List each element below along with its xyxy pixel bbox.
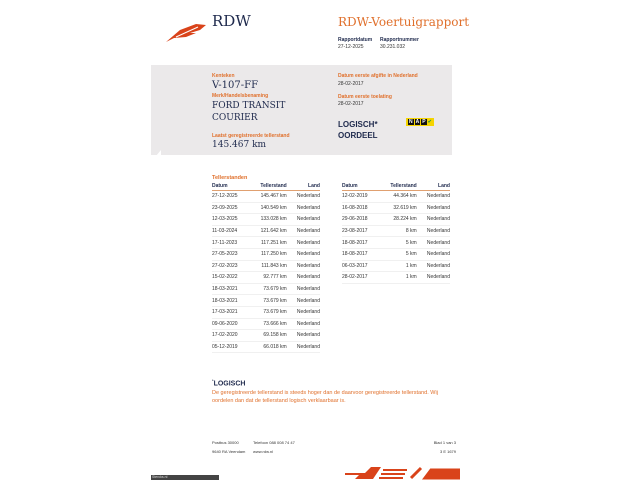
report-date-label: Rapportdatum bbox=[338, 37, 373, 43]
footer-code: 3 E 1679 bbox=[439, 449, 456, 454]
col-odo: Tellerstand bbox=[249, 182, 287, 191]
row-country: Nederland bbox=[417, 214, 450, 226]
table-row bbox=[212, 283, 320, 295]
row-country: Nederland bbox=[417, 191, 450, 203]
note-asterisk: * bbox=[212, 378, 214, 383]
rdw-logo-icon bbox=[166, 22, 208, 49]
row-odo: 66.018 km bbox=[249, 341, 287, 353]
row-odo: 69.158 km bbox=[249, 330, 287, 342]
row-date: 05-12-2019 bbox=[212, 341, 249, 353]
report-date: 27-12-2025 bbox=[338, 44, 364, 50]
table-row bbox=[212, 318, 320, 330]
row-date: 09-06-2020 bbox=[212, 318, 249, 330]
odometer-title: Tellerstanden bbox=[212, 175, 248, 181]
nap-letter: P bbox=[422, 119, 426, 125]
row-odo: 121.642 km bbox=[249, 225, 287, 237]
note-text: De geregistreerde tellerstand is steeds hoger dan de daarvoor geregistreerde tellerstand. Wij oordelen dan dat de tellerstand logisch verklaarbaar is. bbox=[212, 390, 438, 404]
row-country: Nederland bbox=[287, 272, 320, 284]
row-country: Nederland bbox=[417, 225, 450, 237]
table-row bbox=[342, 248, 450, 260]
report-number: 30.231.032 bbox=[380, 44, 406, 50]
row-odo: 145.467 km bbox=[249, 191, 287, 203]
row-odo: 8 km bbox=[379, 225, 417, 237]
row-date: 18-08-2017 bbox=[342, 237, 379, 249]
row-odo: 5 km bbox=[379, 248, 417, 260]
row-country: Nederland bbox=[417, 248, 450, 260]
table-row bbox=[212, 202, 320, 214]
row-date: 06-03-2017 bbox=[342, 260, 379, 272]
row-date: 16-08-2018 bbox=[342, 202, 379, 214]
table-row bbox=[212, 272, 320, 284]
row-date: 23-09-2025 bbox=[212, 202, 249, 214]
table-row bbox=[342, 191, 450, 203]
row-odo: 92.777 km bbox=[249, 272, 287, 284]
table-row bbox=[212, 295, 320, 307]
bottom-bar: Stercks.nl bbox=[151, 475, 219, 480]
table-row bbox=[212, 225, 320, 237]
plate: V-107-FF bbox=[212, 80, 259, 91]
col-country: Land bbox=[287, 182, 320, 191]
row-country: Nederland bbox=[417, 260, 450, 272]
make-line2: COURIER bbox=[212, 113, 258, 123]
footer-web[interactable]: www.rdw.nl bbox=[253, 449, 274, 454]
row-date: 27-12-2025 bbox=[212, 191, 249, 203]
row-odo: 1 km bbox=[379, 260, 417, 272]
row-date: 18-03-2021 bbox=[212, 283, 249, 295]
last-odo-label: Laatst geregistreerde tellerstand bbox=[212, 133, 290, 139]
report-title: RDW-Voertuigrapport bbox=[338, 15, 470, 29]
table-row bbox=[212, 306, 320, 318]
report-number-label: Rapportnummer bbox=[380, 37, 419, 43]
row-country: Nederland bbox=[417, 202, 450, 214]
row-date: 27-02-2023 bbox=[212, 260, 249, 272]
row-odo: 73.679 km bbox=[249, 295, 287, 307]
row-date: 23-08-2017 bbox=[342, 225, 379, 237]
table-row bbox=[212, 214, 320, 226]
first-nl-label: Datum eerste afgifte in Nederland bbox=[338, 73, 418, 79]
make-label: Merk/Handelsbenaming bbox=[212, 93, 269, 99]
nap-letter: A bbox=[415, 119, 420, 125]
row-odo: 111.843 km bbox=[249, 260, 287, 272]
nap-logo-icon bbox=[406, 118, 434, 126]
row-country: Nederland bbox=[287, 283, 320, 295]
row-country: Nederland bbox=[287, 318, 320, 330]
footer-phone: Telefoon 088 008 74 47 bbox=[253, 440, 295, 445]
col-odo: Tellerstand bbox=[379, 182, 417, 191]
first-adm: 28-02-2017 bbox=[338, 101, 364, 107]
row-country: Nederland bbox=[287, 306, 320, 318]
row-odo: 1 km bbox=[379, 272, 417, 284]
table-row bbox=[342, 225, 450, 237]
row-odo: 140.549 km bbox=[249, 202, 287, 214]
row-date: 17-02-2020 bbox=[212, 330, 249, 342]
row-odo: 73.679 km bbox=[249, 306, 287, 318]
plate-label: Kenteken bbox=[212, 73, 235, 79]
row-date: 11-03-2024 bbox=[212, 225, 249, 237]
row-country: Nederland bbox=[287, 214, 320, 226]
table-row bbox=[342, 237, 450, 249]
table-row bbox=[212, 330, 320, 342]
table-row bbox=[212, 248, 320, 260]
table-row bbox=[212, 237, 320, 249]
row-country: Nederland bbox=[287, 295, 320, 307]
row-odo: 133.028 km bbox=[249, 214, 287, 226]
row-country: Nederland bbox=[287, 341, 320, 353]
note-title bbox=[212, 378, 245, 387]
col-date: Datum bbox=[342, 182, 379, 191]
row-date: 12-02-2019 bbox=[342, 191, 379, 203]
last-odo: 145.467 km bbox=[212, 140, 267, 150]
row-country: Nederland bbox=[287, 225, 320, 237]
row-date: 18-08-2017 bbox=[342, 248, 379, 260]
row-odo: 117.250 km bbox=[249, 248, 287, 260]
verdict-line1: LOGISCH* bbox=[338, 120, 378, 129]
table-row bbox=[212, 191, 320, 203]
nap-letter: N bbox=[409, 119, 413, 125]
row-country: Nederland bbox=[417, 237, 450, 249]
row-odo: 73.666 km bbox=[249, 318, 287, 330]
col-country: Land bbox=[417, 182, 450, 191]
row-date: 27-05-2023 bbox=[212, 248, 249, 260]
check-icon: ✔ bbox=[427, 119, 432, 125]
row-country: Nederland bbox=[287, 330, 320, 342]
row-country: Nederland bbox=[287, 248, 320, 260]
odometer-table-left bbox=[212, 182, 320, 353]
col-date: Datum bbox=[212, 182, 249, 191]
row-country: Nederland bbox=[287, 237, 320, 249]
row-date: 15-02-2022 bbox=[212, 272, 249, 284]
footer-postbus: Postbus 30000 bbox=[212, 440, 239, 445]
row-odo: 44.364 km bbox=[379, 191, 417, 203]
row-date: 12-03-2025 bbox=[212, 214, 249, 226]
table-row bbox=[342, 260, 450, 272]
brand-name: RDW bbox=[212, 12, 251, 30]
row-odo: 117.251 km bbox=[249, 237, 287, 249]
row-date: 28-02-2017 bbox=[342, 272, 379, 284]
row-country: Nederland bbox=[417, 272, 450, 284]
row-country: Nederland bbox=[287, 260, 320, 272]
row-date: 17-11-2023 bbox=[212, 237, 249, 249]
rdw-stripes-icon bbox=[345, 464, 460, 485]
first-adm-label: Datum eerste toelating bbox=[338, 94, 392, 100]
row-odo: 32.619 km bbox=[379, 202, 417, 214]
note-title-text: LOGISCH bbox=[213, 380, 246, 388]
first-nl: 28-02-2017 bbox=[338, 81, 364, 87]
table-row bbox=[342, 214, 450, 226]
table-row bbox=[342, 202, 450, 214]
row-odo: 28.224 km bbox=[379, 214, 417, 226]
verdict-line2: OORDEEL bbox=[338, 131, 378, 140]
make-line1: FORD TRANSIT bbox=[212, 101, 286, 111]
footer-page: Blad 1 van 3 bbox=[433, 440, 456, 445]
row-odo: 73.679 km bbox=[249, 283, 287, 295]
row-date: 29-06-2018 bbox=[342, 214, 379, 226]
odometer-table-right bbox=[342, 182, 450, 284]
row-country: Nederland bbox=[287, 202, 320, 214]
table-row bbox=[212, 341, 320, 353]
row-odo: 5 km bbox=[379, 237, 417, 249]
footer-address: 9640 RA Veendam bbox=[212, 449, 246, 454]
table-row bbox=[342, 272, 450, 284]
row-country: Nederland bbox=[287, 191, 320, 203]
table-row bbox=[212, 260, 320, 272]
row-date: 17-03-2021 bbox=[212, 306, 249, 318]
row-date: 18-03-2021 bbox=[212, 295, 249, 307]
